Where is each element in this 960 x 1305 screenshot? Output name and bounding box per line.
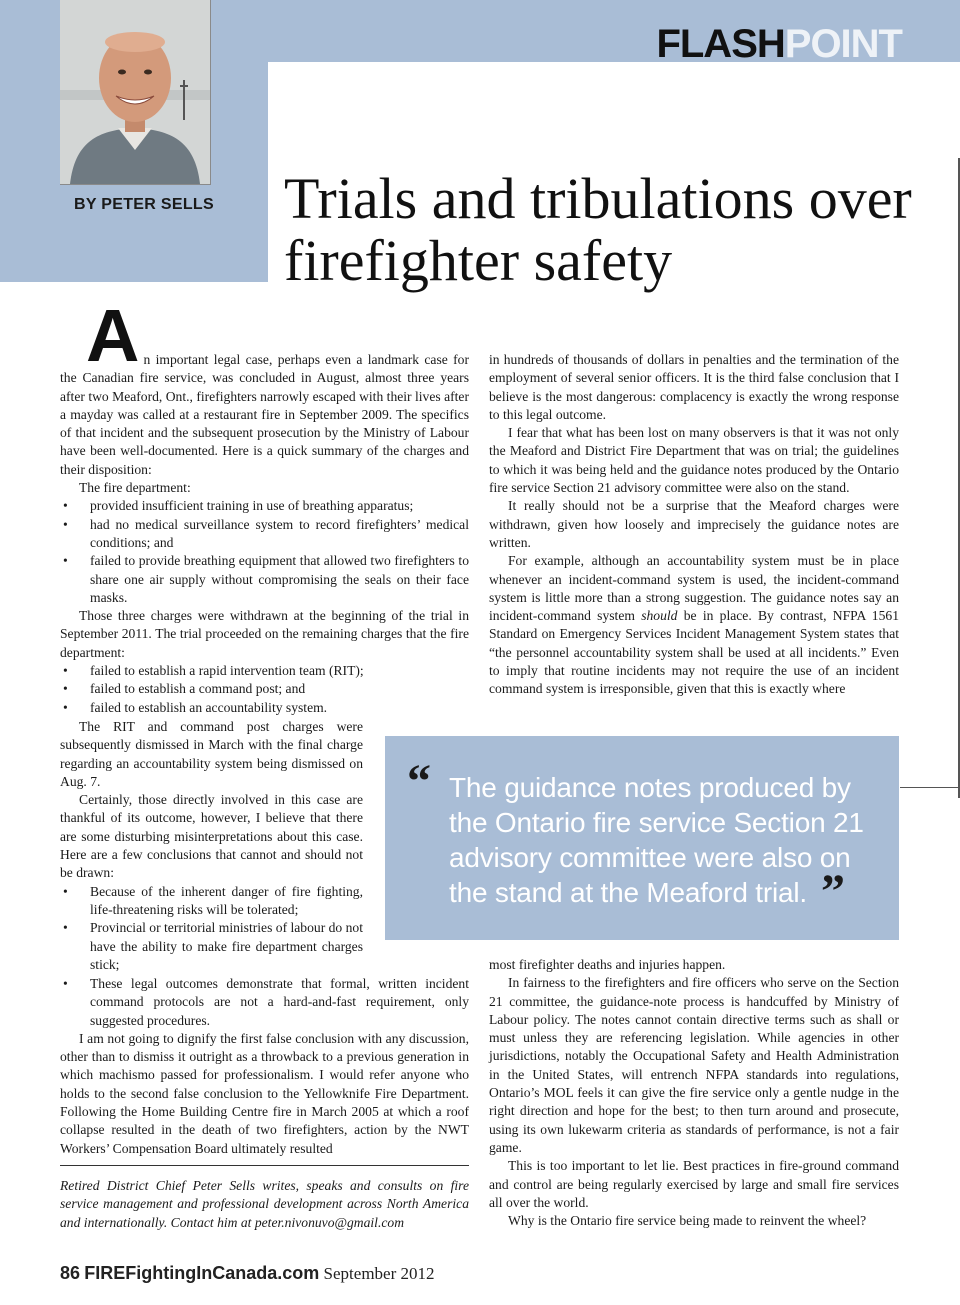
list-item: • failed to establish a command post; and — [60, 680, 469, 698]
paragraph: It really should not be a surprise that the Meaford charges were withdrawn, given how loosely and imprecisely the guidance notes are written. — [489, 498, 899, 550]
paragraph — [489, 552, 899, 698]
conclusions-list — [60, 883, 363, 974]
list-item: • Provincial or territorial ministries of labour do not have the ability to make fire department charges stick; — [60, 919, 363, 974]
conclusions-list-cont — [60, 975, 469, 1030]
magazine-name: FIREFightingInCanada.com — [84, 1263, 320, 1283]
drop-cap: A — [86, 294, 140, 377]
page-footer — [60, 1263, 435, 1284]
list-item: • Because of the inherent danger of fire fighting, life-threatening risks will be tolerated; — [60, 883, 363, 920]
section-title — [656, 22, 902, 66]
column-right — [489, 351, 899, 699]
list-item: • failed to provide breathing equipment that allowed two firefighters to share one air supply without compromising the seals on their face masks. — [60, 552, 469, 607]
paragraph: in hundreds of thousands of dollars in penalties and the termination of the employment of several senior officers. It is the third false conclusion that I believe is the most dangerous: complacency is exactly the wrong response to this legal outcome. — [489, 352, 899, 422]
paragraph-text: be in place. By contrast, NFPA 1561 Standard on Emergency Services Incident Management System states that “the personnel accountability system shall be used at all incidents.” Even to imply that routine incidents may not require the use of an incident command system is irresponsible, given that this is exactly where — [489, 608, 899, 697]
paragraph: This is too important to let lie. Best practices in fire-ground command and control are being regularly exercised by large and small fire services all over the world. — [489, 1158, 899, 1210]
author-photo — [60, 0, 211, 185]
page-edge-line — [900, 787, 960, 788]
column-left-bottom — [60, 975, 469, 1158]
paragraph: In fairness to the firefighters and fire officers who serve on the Section 21 committee, the guidance-note process is handcuffed by Ministry of Labour policy. The notes cannot contain directive terms such as shall or must unless they are referencing legislation. While agencies in other jurisdictions, notably the Occupational Safety and Health Administration in the United States, will entrench NFPA standards into regulations, Ontario’s MOL feels it can give the fire service only a gentle nudge in the right direction and hope for the best; to then turn around and prosecute, using its own lukewarm criteria as standards of performance, is not a fair game. — [489, 975, 899, 1155]
column-left — [60, 294, 469, 717]
bio-divider — [60, 1165, 469, 1166]
paragraph: Why is the Ontario fire service being made to reinvent the wheel? — [508, 1213, 867, 1229]
section-point: POINT — [784, 22, 902, 66]
pull-quote-text: The guidance notes produced by the Ontario fire service Section 21 advisory committee were also on the stand at the Meaford trial. — [449, 772, 864, 908]
list-item: • had no medical surveillance system to record firefighters’ medical conditions; and — [60, 516, 469, 553]
paragraph: The fire department: — [79, 480, 191, 496]
charges-list-1 — [60, 497, 469, 607]
section-flash: FLASH — [656, 22, 785, 66]
list-item: • provided insufficient training in use of breathing apparatus; — [60, 497, 469, 515]
list-item: • These legal outcomes demonstrate that formal, written incident command protocols are not a hard-and-fast requirement, only suggested procedures. — [60, 975, 469, 1030]
paragraph-text: n important legal case, perhaps even a landmark case for the Canadian fire service, was concluded in August, almost three years after two Meaford, Ont., firefighters narrowly escaped with their lives after a mayday was called at a restaurant fire in September 2009. The specifics of that incident and the subsequent prosecution by the Ministry of Labour have been well-documented. Here is a quick summary of the charges and their disposition: — [60, 352, 469, 477]
page-number: 86 — [60, 1263, 81, 1283]
list-item: • failed to establish a rapid intervention team (RIT); — [60, 662, 469, 680]
charges-list-2 — [60, 662, 469, 717]
paragraph: I am not going to dignify the first false conclusion with any discussion, other than to dismiss it outright as a throwback to a previous generation in which machismo passed for professionalism. I would refer anyone who holds to the second false conclusion to the Yellowknife Fire Department. Following the Home Building Centre fire in March 2005 at which a roof collapse resulted in the death of two firefighters, action by the NWT Workers’ Compensation Board ultimately resulted — [60, 1030, 469, 1156]
emphasis-text: should — [641, 608, 678, 624]
author-bio: Retired District Chief Peter Sells writes, speaks and consults on fire service management and professional development across North America and internationally. Contact him at peter.nivonuvo@gmail.com — [60, 1178, 469, 1230]
byline: BY PETER SELLS — [74, 196, 214, 213]
column-right-bottom — [489, 956, 899, 1230]
paragraph: Certainly, those directly involved in this case are thankful of its outcome, however, I believe that there are some disturbing misinterpretations about this case. Here are a few conclusions that cannot and should not be drawn: — [60, 792, 363, 881]
paragraph-text: For example, although an accountability system must be in place whenever an incident-command system is used, the incident-command system is little more than a strong suggestion. The guidance notes say an incident-command system — [489, 553, 899, 624]
list-item: • failed to establish an accountability system. — [60, 699, 469, 717]
paragraph — [60, 294, 469, 479]
quote-open-icon: “ — [407, 755, 431, 808]
paragraph: I fear that what has been lost on many observers is that it was not only the Meaford and District Fire Department that was on trial; the guidelines to which it was being held and the guidance notes produced by the Ontario fire service Section 21 advisory committee were also on the stand. — [489, 425, 899, 496]
column-left-narrow — [60, 718, 363, 974]
paragraph: Those three charges were withdrawn at the beginning of the trial in September 2011. The trial proceeded on the remaining charges that the fire department: — [60, 608, 469, 660]
article-title: Trials and tribulations over firefighter safety — [284, 166, 912, 293]
pull-quote — [385, 736, 899, 940]
issue-date: September 2012 — [323, 1264, 435, 1283]
quote-close-icon: ” — [821, 865, 845, 918]
paragraph: The RIT and command post charges were subsequently dismissed in March with the final charge regarding an accountability system being dismissed on Aug. 7. — [60, 719, 363, 789]
paragraph: most firefighter deaths and injuries happen. — [489, 957, 726, 972]
